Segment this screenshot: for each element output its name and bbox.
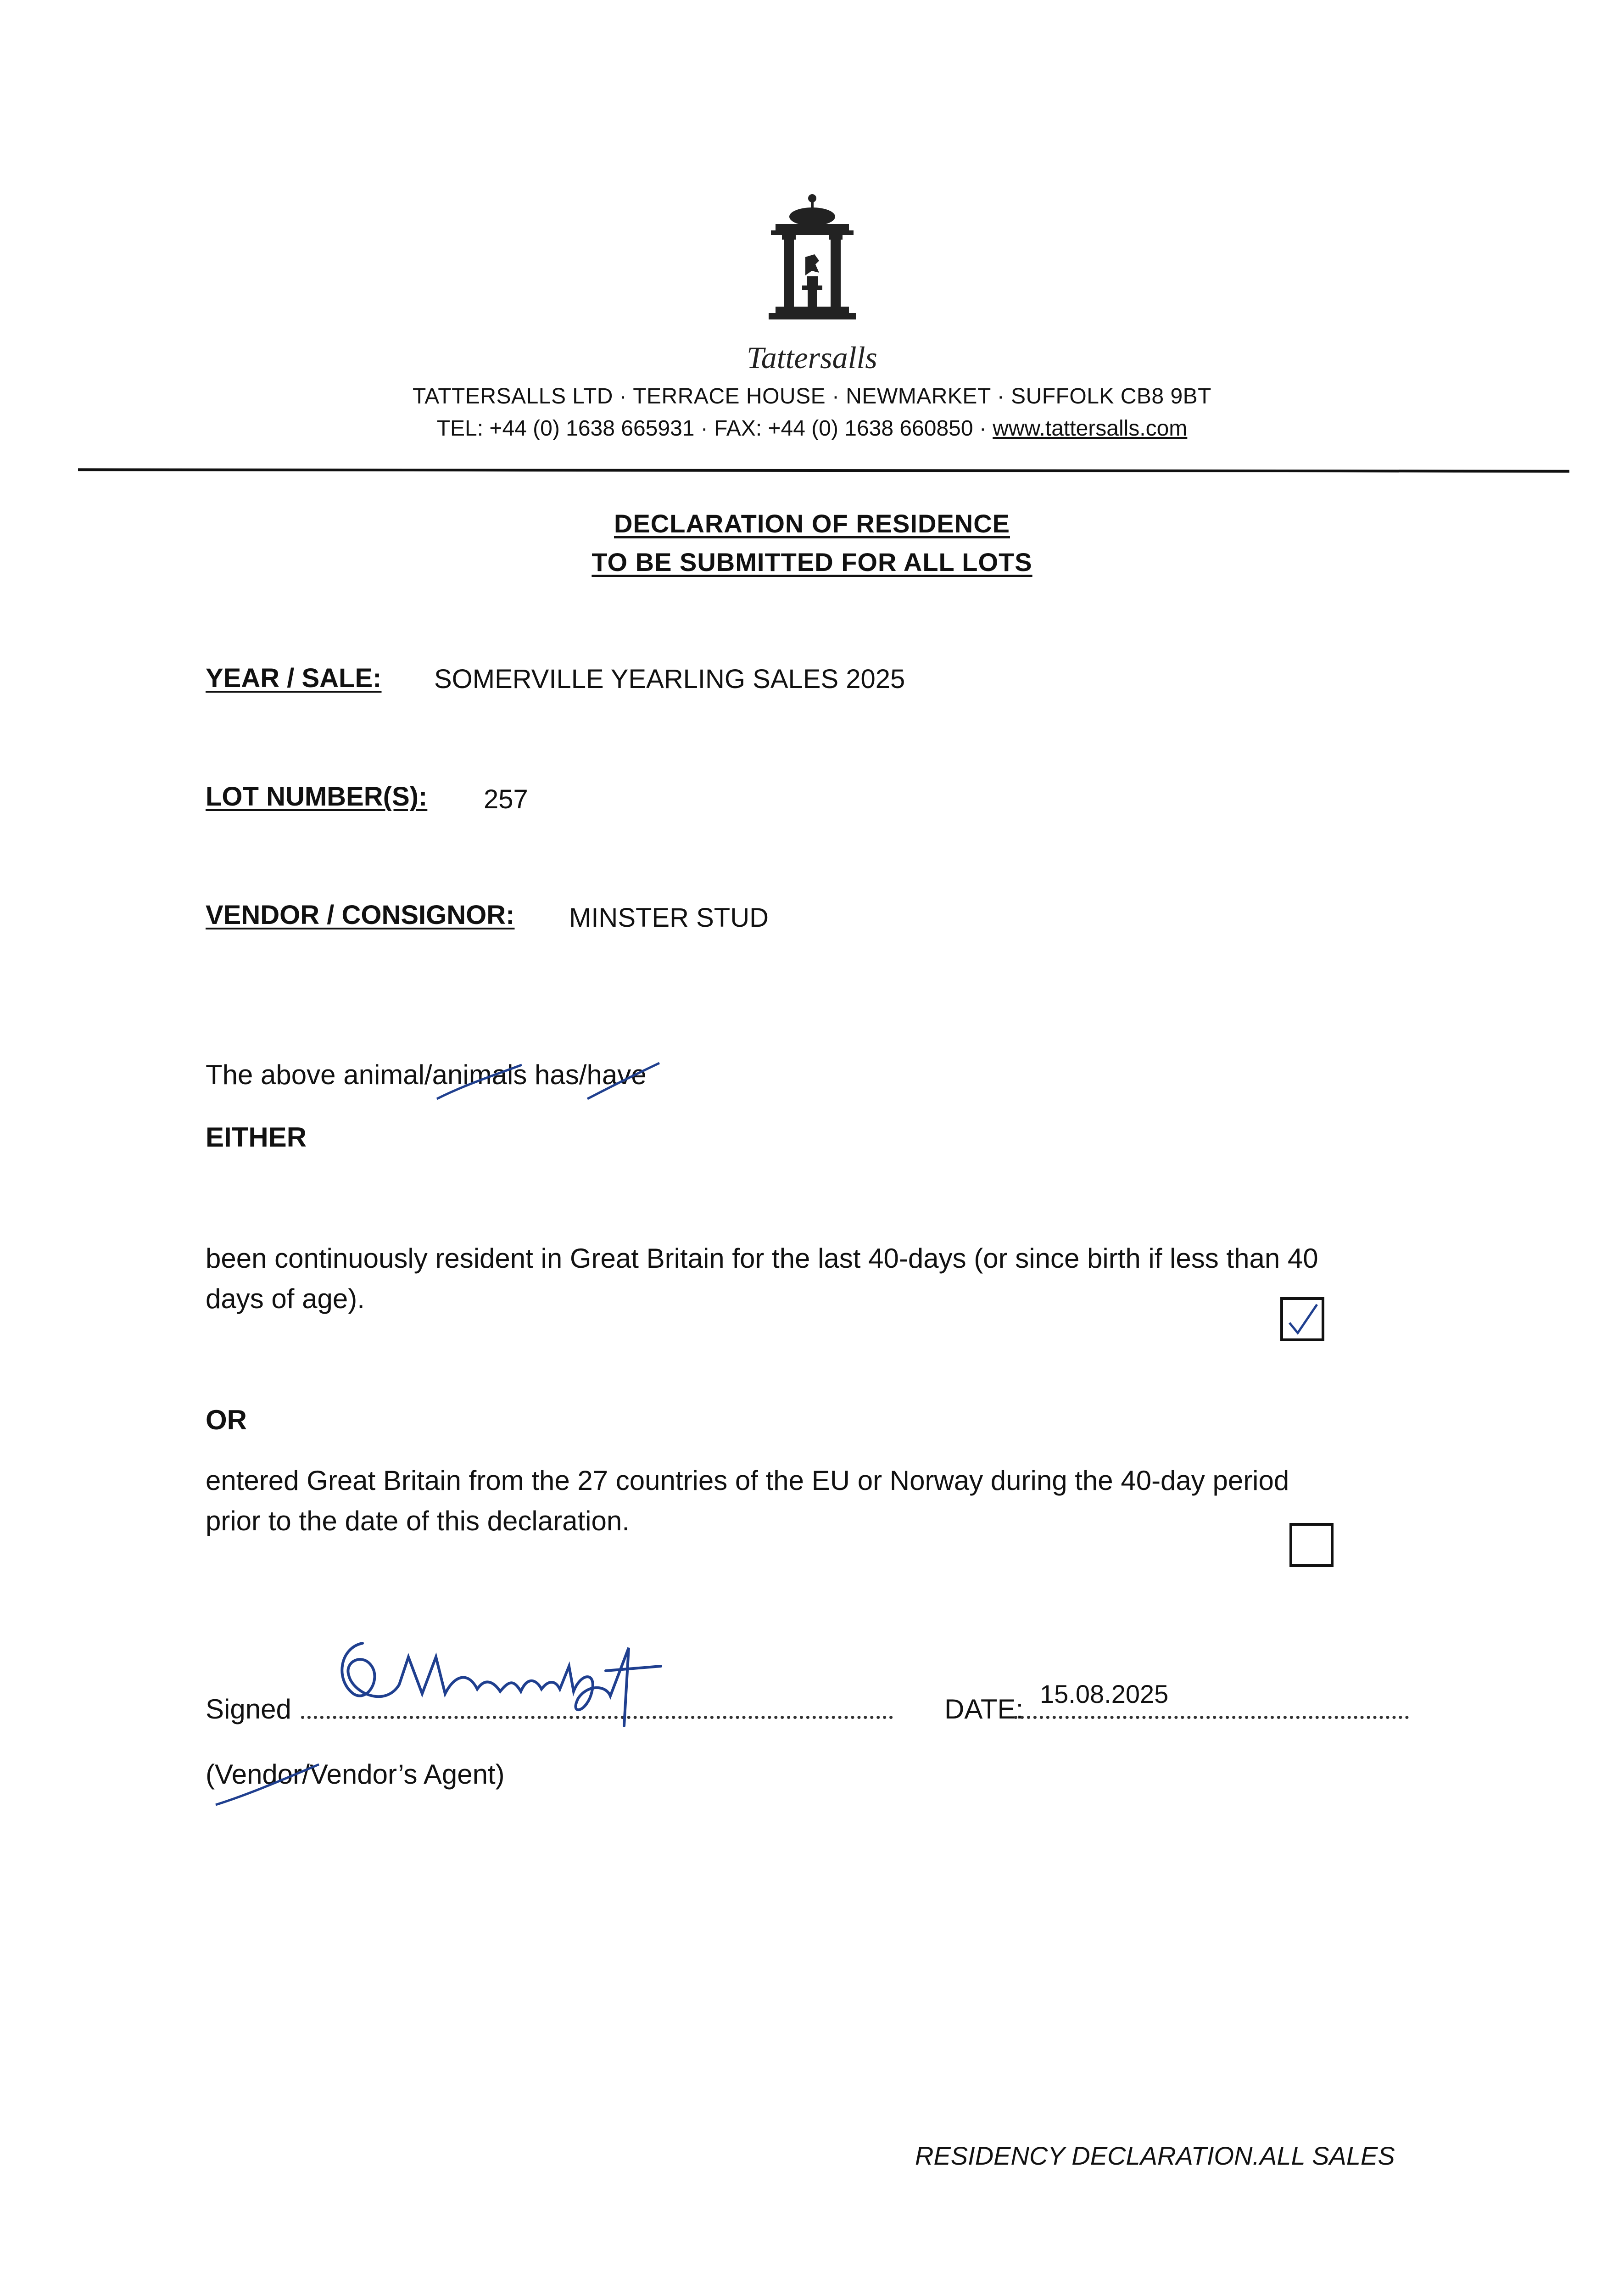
signature [330, 1616, 707, 1744]
header-divider [78, 468, 1569, 472]
struck-animals: animals [432, 1059, 527, 1090]
option1-text: been continuously resident in Great Britain for the last 40-days (or since birth if less than 40 days of age). [206, 1243, 1318, 1314]
option1-checkbox[interactable] [1280, 1297, 1324, 1341]
phone-fax: TEL: +44 (0) 1638 665931 · FAX: +44 (0) 1638 660850 · [436, 416, 993, 441]
vendor-consignor-label: VENDOR / CONSIGNOR: [206, 900, 515, 930]
year-sale-value: SOMERVILLE YEARLING SALES 2025 [434, 664, 905, 694]
option2-text: entered Great Britain from the 27 countries of the EU or Norway during the 40-day period prior to the date of this declaration. [206, 1465, 1289, 1536]
signatory-role: (Vendor /Vendor’s Agent) [206, 1754, 505, 1795]
brand-name: Tattersalls [747, 340, 877, 375]
website-link[interactable]: www.tattersalls.com [993, 416, 1188, 441]
struck-have: have [586, 1059, 646, 1090]
tattersalls-logo [743, 188, 881, 344]
declaration-intro: The above animal/animals has/have [206, 1055, 647, 1095]
date-label: DATE: [944, 1694, 1024, 1724]
signature-scrawl [330, 1616, 707, 1744]
either-heading: EITHER [206, 1122, 307, 1153]
lot-number-value: 257 [484, 784, 528, 814]
year-sale-label: YEAR / SALE: [206, 663, 382, 693]
vendor-consignor-value: MINSTER STUD [569, 903, 769, 933]
signed-label: Signed [206, 1694, 291, 1724]
or-heading: OR [206, 1405, 247, 1435]
document-title-line1: DECLARATION OF RESIDENCE [614, 509, 1010, 538]
company-address: TATTERSALLS LTD · TERRACE HOUSE · NEWMARKET · SUFFOLK CB8 9BT [413, 384, 1211, 409]
option2-checkbox[interactable] [1289, 1523, 1334, 1567]
checkmark-icon [1283, 1300, 1322, 1338]
date-line [1014, 1716, 1409, 1719]
company-contact [0, 416, 1624, 441]
form-name-footer: RESIDENCY DECLARATION.ALL SALES [915, 2141, 1395, 2170]
lot-number-label: LOT NUMBER(S): [206, 782, 428, 812]
struck-vendor: Vendor [215, 1759, 302, 1790]
date-value: 15.08.2025 [1040, 1679, 1169, 1708]
document-title-line2: TO BE SUBMITTED FOR ALL LOTS [592, 548, 1032, 577]
